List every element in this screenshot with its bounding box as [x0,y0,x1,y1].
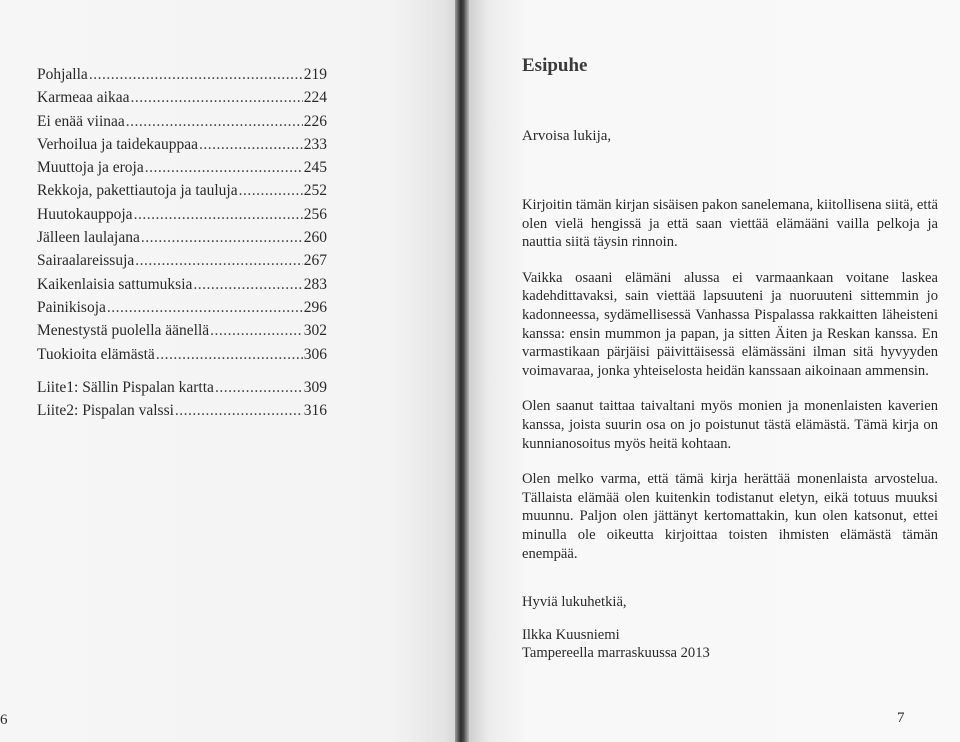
toc-entry [37,402,327,425]
toc-leader-dots [145,159,303,177]
toc-leader-dots [193,276,302,294]
toc-entry [37,66,327,89]
toc-leader-dots [134,206,303,224]
preface-heading: Esipuhe [522,55,588,76]
toc-entry [37,229,327,252]
toc-entry [37,346,327,369]
toc-entry [37,159,327,182]
toc-entry-title: Huutokauppoja [37,205,133,223]
toc-entry-title: Verhoilua ja taidekauppaa [37,135,198,153]
toc-entry [37,89,327,112]
toc-entry-page: 296 [303,298,327,316]
toc-entry [37,379,327,402]
greeting: Hyviä lukuhetkiä, [522,594,627,610]
toc-entry-page: 309 [303,378,327,396]
toc-entry-title: Muuttoja ja eroja [37,159,144,177]
right-page-number: 7 [897,710,905,726]
toc-entry [37,322,327,345]
paragraph: Vaikka osaani elämäni alussa ei varmaankaan voitane laskea kadehdittavaksi, sain viettää lapsuuteni ja nuoruuteni sittemmin jo kadonneessa, sydämellisessä Vanhassa Pispalassa rakkaitten läheisteni kanssa: ensin mummon ja papan, ja sitten Äiten ja Reskan kanssa. En varmastikaan pärjäisi päivittäisessä elämässäni ilman sitä hyvyyden voimavaraa, jonka yhteiselosta heidän kanssaan aikoinaan ammensin. [522,269,938,379]
toc-entry-page: 224 [303,89,327,107]
toc-entry-title: Tuokioita elämästä [37,345,155,363]
toc-entry-title: Rekkoja, pakettiautoja ja tauluja [37,182,238,200]
toc-entry-title: Sairaalareissuja [37,252,135,270]
toc-leader-dots [215,379,303,397]
toc-entry-title: Jälleen laulajana [37,229,140,247]
toc-entry-page: 267 [303,252,327,270]
toc-leader-dots [156,346,303,364]
paragraph: Kirjoitin tämän kirjan sisäisen pakon sanelemana, kiitollisena siitä, että olen vielä hengissä ja että saan viettää elämääni vailla pelkoja ja nauttia siitä täysin rinnoin. [522,197,938,251]
book-gutter [455,0,469,742]
toc-entry-title: Kaikenlaisia sattumuksia [37,275,193,293]
toc-entry-title: Ei enää viinaa [37,112,125,130]
toc-entry-title: Liite1: Sällin Pispalan kartta [37,378,214,396]
toc-entry [37,299,327,322]
toc-entry-title: Liite2: Pispalan valssi [37,402,174,420]
toc-entry-page: 302 [303,322,327,340]
closing [522,593,710,663]
toc-entry-page: 306 [303,345,327,363]
toc-entry-page: 260 [303,229,327,247]
paragraph: Olen saanut taittaa taivaltani myös monien ja monenlaisten kaverien kanssa, joista suurin osa on jo poistunut tästä elämästä. Tämä kirja on kunnianosoitus myös heitä kohtaan. [522,398,938,452]
toc-leader-dots [107,299,303,317]
toc-entry-page: 252 [303,182,327,200]
salutation: Arvoisa lukija, [522,128,612,144]
toc-entry-page: 219 [303,66,327,83]
author-name: Ilkka Kuusniemi [522,626,620,643]
toc-leader-dots [126,113,303,131]
toc-leader-dots [175,402,303,420]
toc-entry-page: 316 [303,402,327,420]
toc-entry-page: 233 [303,135,327,153]
place-date: Tampereella marraskuussa 2013 [522,645,710,662]
toc-entry-title: Painikisoja [37,298,106,316]
toc-entry-page: 283 [303,275,327,293]
toc-leader-dots [239,182,303,200]
toc-entry-title: Pohjalla [37,66,88,83]
toc-leader-dots [141,229,303,247]
toc-entry [37,182,327,205]
toc-entry [37,206,327,229]
left-page-number: 6 [0,712,8,728]
toc-entry-title: Menestystä puolella äänellä [37,322,210,340]
toc-entry [37,276,327,299]
toc-entry-page: 245 [303,159,327,177]
toc-leader-dots [199,136,303,154]
toc-entry [37,252,327,275]
toc-leader-dots [135,252,302,270]
toc-leader-dots [89,66,303,84]
toc-entry-page: 256 [303,205,327,223]
toc-spacer [37,369,327,379]
left-page [0,0,462,742]
toc-entry [37,136,327,159]
toc-entry [37,113,327,136]
preface-body [522,196,938,580]
toc-leader-dots [131,89,303,107]
table-of-contents [37,66,327,425]
toc-entry-page: 226 [303,112,327,130]
toc-leader-dots [210,322,303,340]
toc-entry-title: Karmeaa aikaa [37,89,130,107]
paragraph: Olen melko varma, että tämä kirja herättää monenlaista arvostelua. Tällaista elämää olen kuitenkin todistanut eletyn, eikä totuus muuksi muunnu. Paljon olen jättänyt kertomattakin, kun olen katsonut, ettei minulla ole oikeutta kirjoittaa toisten ihmisten elämästä tämän enempää. [522,471,938,562]
